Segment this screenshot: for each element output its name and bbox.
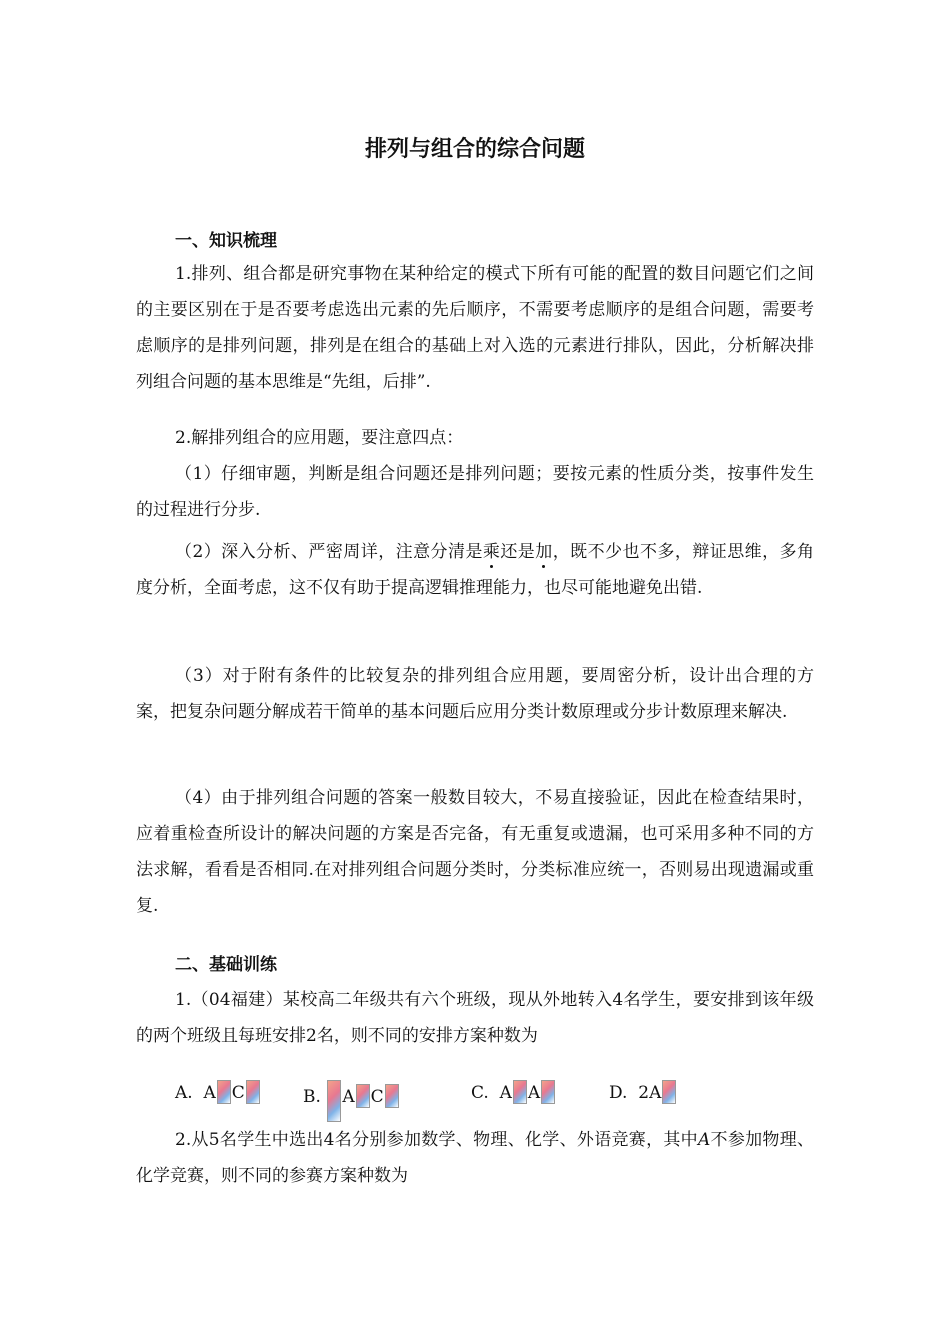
p4-text-e: ，既不少也不多，辩证思维，多角度分析，全面考虑，这不仅有助于提高逻辑推理能力，也尽可能地避免出错. [136, 542, 815, 598]
paragraph-2: 2.解排列组合的应用题，要注意四点： [175, 428, 464, 448]
formula-image-icon [513, 1080, 527, 1104]
paragraph-3: （1）仔细审题，判断是组合问题还是排列问题；要按元素的性质分类，按事件发生的过程进行分步. [136, 464, 814, 520]
option-c: C. A A [471, 1080, 556, 1104]
formula-image-icon [541, 1080, 555, 1104]
variable-a: A [697, 1130, 711, 1150]
emphasis-add: 加 [535, 542, 553, 562]
paragraph-1: 1.排列、组合都是研究事物在某种给定的模式下所有可能的配置的数目问题它们之间的主要区别在于是否要考虑选出元素的先后顺序，不需要考虑顺序的是组合问题，需要考虑顺序的是排列问题，排列是在组合的基础上对入选的元素进行排队，因此，分析解决排列组合问题的基本思维是“先组，后排”. [136, 264, 814, 392]
question-2: 2.从5名学生中选出4名分别参加数学、物理、化学、外语竞赛，其中A不参加物理、化学竞赛，则不同的参赛方案种数为 [136, 1130, 814, 1186]
paragraph-5: （3）对于附有条件的比较复杂的排列组合应用题，要周密分析，设计出合理的方案，把复杂问题分解成若干简单的基本问题后应用分类计数原理或分步计数原理来解决. [136, 666, 814, 722]
formula-image-icon [246, 1080, 260, 1104]
formula-image-icon [217, 1080, 231, 1104]
option-b: B. A C [303, 1080, 400, 1122]
question-1: 1.（04福建）某校高二年级共有六个班级，现从外地转入4名学生，要安排到该年级的两个班级且每班安排2名，则不同的安排方案种数为 [136, 990, 814, 1046]
p4-text-a: （2）深入分析、严密周详，注意分清是 [175, 542, 483, 562]
page-title: 排列与组合的综合问题 [364, 137, 585, 162]
paragraph-6: （4）由于排列组合问题的答案一般数目较大，不易直接验证，因此在检查结果时，应着重检查所设计的解决问题的方案是否完备，有无重复或遗漏，也可采用多种不同的方法求解，看看是否相同.在对排列组合问题分类时，分类标准应统一，否则易出现遗漏或重复. [136, 788, 814, 916]
formula-image-icon [662, 1080, 676, 1104]
option-a: A. A C [175, 1080, 261, 1104]
option-d: D. 2A [609, 1080, 677, 1104]
section-heading-training: 二、基础训练 [175, 955, 277, 975]
formula-image-icon [385, 1084, 399, 1108]
emphasis-multiply: 乘 [482, 542, 501, 562]
formula-image-icon [327, 1080, 341, 1122]
p4-text-c: 还是 [500, 542, 536, 562]
paragraph-4 [136, 534, 814, 606]
formula-image-icon [356, 1084, 370, 1108]
section-heading-knowledge: 一、知识梳理 [175, 231, 277, 251]
